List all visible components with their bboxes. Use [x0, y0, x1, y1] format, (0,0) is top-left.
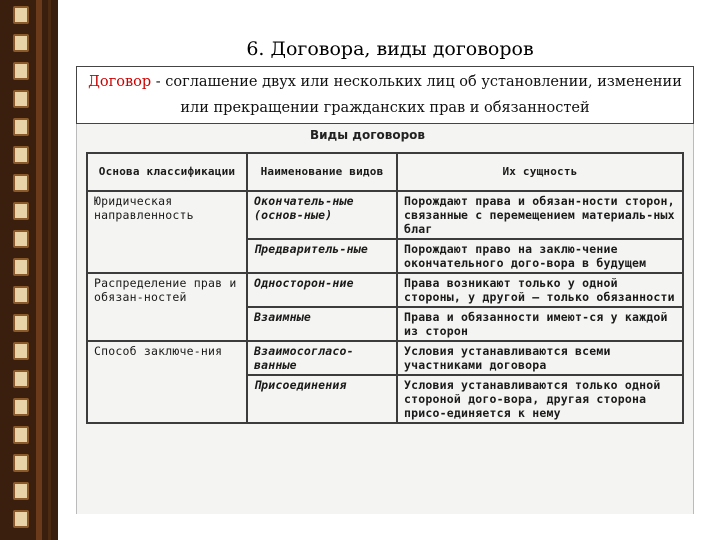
table-header-row	[87, 153, 683, 191]
film-rail	[48, 0, 51, 540]
name-cell: Взаимные	[247, 307, 397, 341]
film-hole	[13, 34, 29, 52]
header-name: Наименование видов	[247, 153, 397, 191]
name-cell: Присоединения	[247, 375, 397, 423]
film-hole	[13, 202, 29, 220]
table-caption: Виды договоров	[310, 128, 425, 142]
film-hole	[13, 258, 29, 276]
name-cell: Предваритель-ные	[247, 239, 397, 273]
essence-cell: Порождают права и обязан-ности сторон, связанные с перемещением материаль-ных благ	[397, 191, 683, 239]
film-hole	[13, 174, 29, 192]
name-cell: Окончатель-ные (основ-ные)	[247, 191, 397, 239]
essence-cell: Права и обязанности имеют-ся у каждой из сторон	[397, 307, 683, 341]
definition-term: Договор	[88, 74, 152, 90]
film-hole	[13, 146, 29, 164]
filmstrip-border	[0, 0, 58, 540]
essence-cell: Права возникают только у одной стороны, у другой — только обязанности	[397, 273, 683, 307]
film-hole	[13, 286, 29, 304]
film-hole	[13, 6, 29, 24]
header-essence: Их сущность	[397, 153, 683, 191]
slide-title: 6. Договора, виды договоров	[246, 38, 534, 60]
essence-cell: Условия устанавливаются всеми участниками договора	[397, 341, 683, 375]
film-hole	[13, 230, 29, 248]
film-hole	[13, 398, 29, 416]
film-hole	[13, 454, 29, 472]
table-row	[87, 191, 683, 239]
film-hole	[13, 314, 29, 332]
basis-cell: Распределение прав и обязан-ностей	[87, 273, 247, 341]
film-hole	[13, 342, 29, 360]
film-rail	[36, 0, 42, 540]
definition-text: - соглашение двух или нескольких лиц об установлении, изменении или прекращении гражданских прав и обязанностей	[151, 74, 682, 116]
essence-cell: Условия устанавливаются только одной стороной дого-вора, другая сторона присо-единяется к нему	[397, 375, 683, 423]
film-hole	[13, 426, 29, 444]
name-cell: Взаимосогласо-ванные	[247, 341, 397, 375]
film-hole	[13, 62, 29, 80]
table-row	[87, 273, 683, 307]
film-hole	[13, 370, 29, 388]
film-hole	[13, 90, 29, 108]
essence-cell: Порождают право на заклю-чение окончательного дого-вора в будущем	[397, 239, 683, 273]
film-hole	[13, 510, 29, 528]
film-hole	[13, 118, 29, 136]
name-cell: Односторон-ние	[247, 273, 397, 307]
basis-cell: Способ заключе-ния	[87, 341, 247, 423]
header-basis: Основа классификации	[87, 153, 247, 191]
contract-types-table	[86, 152, 684, 424]
definition-box	[76, 66, 694, 124]
table-row	[87, 341, 683, 375]
film-hole	[13, 482, 29, 500]
basis-cell: Юридическая направленность	[87, 191, 247, 273]
